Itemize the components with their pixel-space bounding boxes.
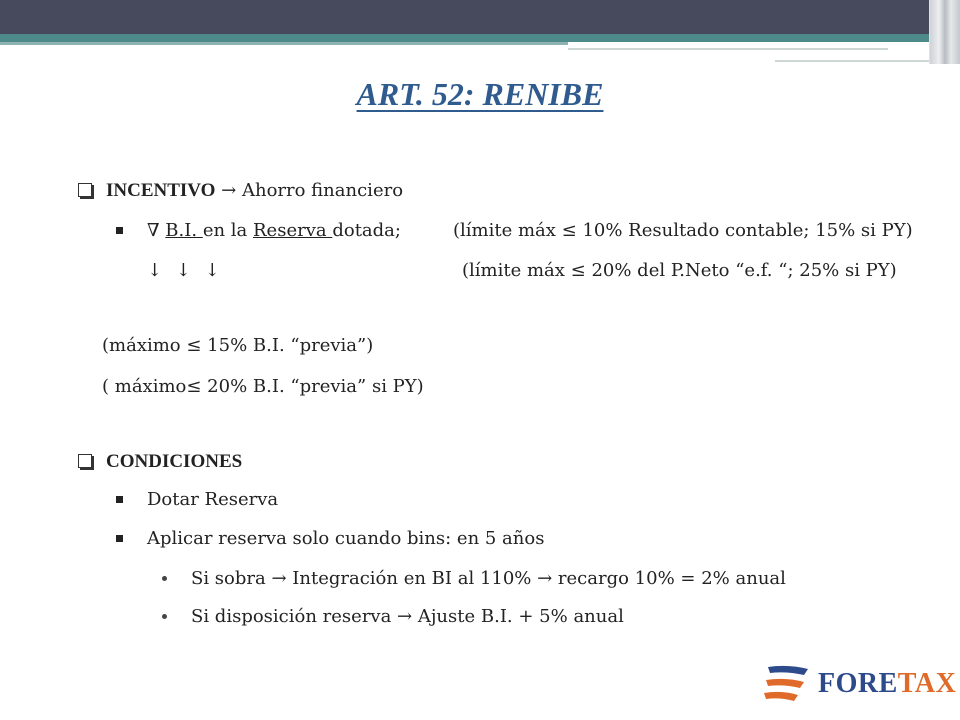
logo-fore: FORE <box>818 668 898 699</box>
reserva-dotada: dotada; <box>332 220 401 241</box>
condicion-text: Aplicar reserva solo cuando bins: en 5 años <box>147 528 545 549</box>
limit-line-1: (límite máx ≤ 10% Resultado contable; 15% si PY) <box>453 220 913 241</box>
arrow-right-icon: → <box>221 180 237 201</box>
checkbox-bullet-icon <box>78 183 92 197</box>
bi-term: B.I. <box>165 220 203 241</box>
square-bullet-icon <box>116 496 123 503</box>
subitem-text: Si sobra → Integración en BI al 110% → recargo 10% = 2% anual <box>191 568 786 589</box>
condicion-item <box>116 528 544 550</box>
incentivo-heading: INCENTIVO <box>106 180 216 201</box>
header-corner-decoration <box>930 0 960 64</box>
condicion-text: Dotar Reserva <box>147 489 279 510</box>
foretax-logo-icon <box>764 664 810 702</box>
foretax-wordmark <box>818 668 956 700</box>
incentivo-line <box>78 180 403 202</box>
condicion-subitem <box>162 606 624 628</box>
reserva-line <box>116 220 401 242</box>
incentivo-text: Ahorro financiero <box>241 180 404 201</box>
header-rule-short <box>775 60 935 62</box>
square-bullet-icon <box>116 227 123 234</box>
header-rule <box>568 48 888 50</box>
logo-tax: TAX <box>897 668 957 699</box>
header-band <box>0 0 960 34</box>
condicion-subitem <box>162 568 786 590</box>
dot-bullet-icon <box>162 614 167 619</box>
reserva-term: Reserva <box>253 220 333 241</box>
nabla-symbol: ∇ <box>147 220 166 241</box>
condiciones-heading: CONDICIONES <box>106 451 243 472</box>
header-accent-line <box>0 42 568 45</box>
maximo-line-1: (máximo ≤ 15% B.I. “previa”) <box>102 335 374 356</box>
slide-title: ART. 52: RENIBE <box>356 76 604 112</box>
reserva-connector: en la <box>202 220 253 241</box>
checkbox-bullet-icon <box>78 454 92 468</box>
condicion-item <box>116 489 278 511</box>
dot-bullet-icon <box>162 576 167 581</box>
condiciones-line <box>78 451 242 473</box>
down-arrows-icon: ↓ ↓ ↓ <box>147 260 224 281</box>
limit-line-2: (límite máx ≤ 20% del P.Neto “e.f. “; 25% si PY) <box>462 260 897 281</box>
subitem-text: Si disposición reserva → Ajuste B.I. + 5% anual <box>191 606 624 627</box>
maximo-line-2: ( máximo≤ 20% B.I. “previa” si PY) <box>102 376 424 397</box>
foretax-logo <box>764 660 957 704</box>
square-bullet-icon <box>116 535 123 542</box>
header-accent-stripe <box>0 34 960 42</box>
